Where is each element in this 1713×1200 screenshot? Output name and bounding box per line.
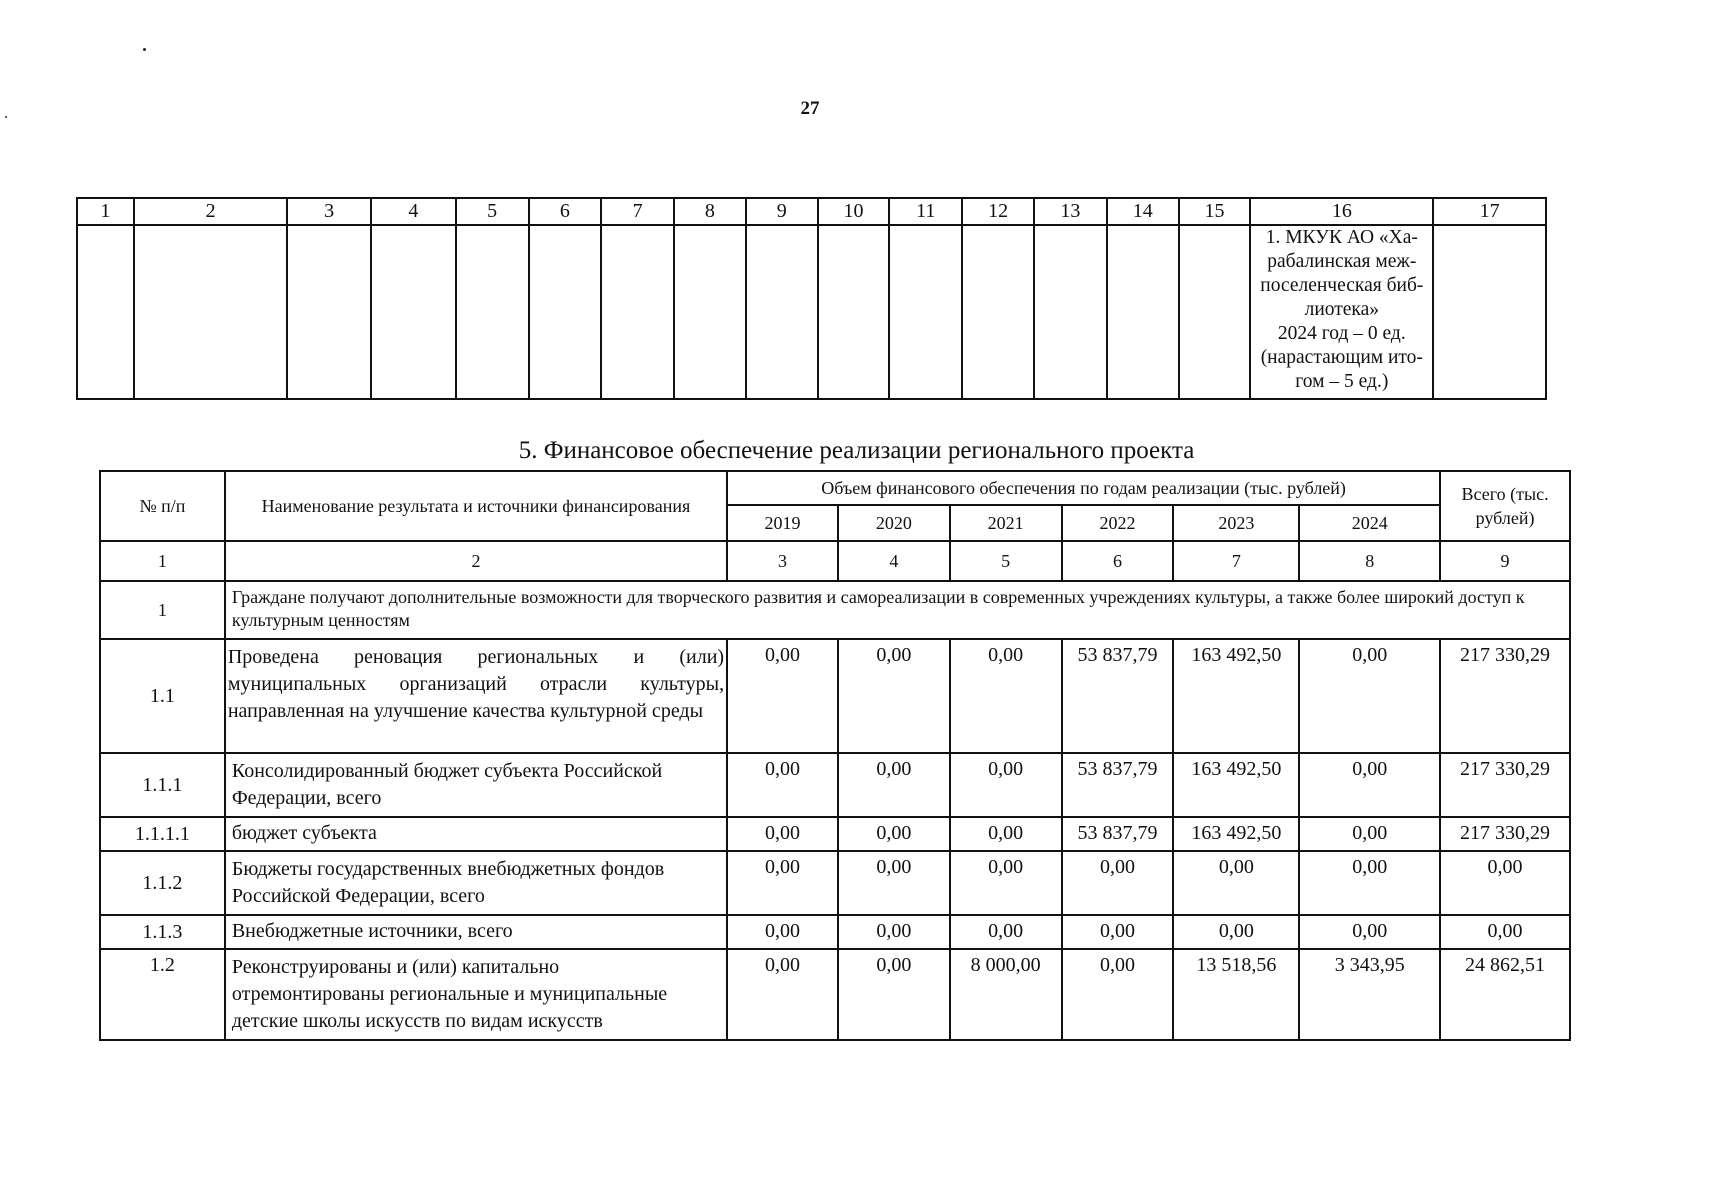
table-row — [100, 851, 1570, 915]
value-cell: 0,00 — [727, 915, 838, 949]
header-total: Всего (тыс. рублей) — [1440, 471, 1570, 541]
goal-row — [100, 581, 1570, 639]
table-row — [100, 639, 1570, 753]
value-cell: 0,00 — [727, 639, 838, 753]
text-line: поселенческая биб- — [1260, 275, 1424, 296]
table-cell — [1107, 225, 1179, 399]
value-cell: 3 343,95 — [1299, 949, 1440, 1040]
index-cell: 5 — [950, 541, 1062, 581]
column-index-row — [100, 541, 1570, 581]
year-cell: 2020 — [838, 505, 950, 541]
header-name: Наименование результата и источники финансирования — [225, 471, 727, 541]
table-cell — [1179, 225, 1251, 399]
total-cell: 217 330,29 — [1440, 753, 1570, 817]
section-title: 5. Финансовое обеспечение реализации регионального проекта — [518, 437, 1195, 464]
value-cell: 0,00 — [950, 915, 1062, 949]
row-name: бюджет субъекта — [225, 817, 727, 851]
value-cell: 0,00 — [950, 851, 1062, 915]
column-number: 17 — [1433, 198, 1546, 225]
value-cell: 0,00 — [1299, 639, 1440, 753]
column-number: 15 — [1179, 198, 1251, 225]
row-name: Консолидированный бюджет субъекта Российской Федерации, всего — [225, 753, 727, 817]
row-id: 1.1.1 — [100, 753, 225, 817]
table-cell — [529, 225, 602, 399]
row-name: Бюджеты государственных внебюджетных фондов Российской Федерации, всего — [225, 851, 727, 915]
value-cell: 163 492,50 — [1173, 639, 1299, 753]
text-line: гом – 5 ед.) — [1295, 371, 1389, 392]
table-cell — [287, 225, 371, 399]
continuation-table — [76, 197, 1547, 400]
value-cell: 0,00 — [1062, 915, 1174, 949]
column-number: 4 — [371, 198, 456, 225]
text-line: рабалинская меж- — [1267, 251, 1417, 272]
table-row — [100, 949, 1570, 1040]
row-id: 1.1 — [100, 639, 225, 753]
continuation-table-header-row — [77, 198, 1546, 225]
index-cell: 3 — [727, 541, 838, 581]
value-cell: 0,00 — [1062, 851, 1174, 915]
value-cell: 0,00 — [1173, 851, 1299, 915]
header-num: № п/п — [100, 471, 225, 541]
row-name: Внебюджетные источники, всего — [225, 915, 727, 949]
value-cell: 8 000,00 — [950, 949, 1062, 1040]
value-cell: 163 492,50 — [1173, 753, 1299, 817]
row-id: 1.1.3 — [100, 915, 225, 949]
column-number: 13 — [1034, 198, 1107, 225]
value-cell: 53 837,79 — [1062, 817, 1174, 851]
index-cell: 4 — [838, 541, 950, 581]
table-cell — [889, 225, 962, 399]
index-cell: 9 — [1440, 541, 1570, 581]
year-cell: 2022 — [1062, 505, 1174, 541]
value-cell: 0,00 — [838, 753, 950, 817]
column-number: 8 — [674, 198, 746, 225]
continuation-table-body-row — [77, 225, 1546, 399]
text-line: 2024 год – 0 ед. — [1277, 323, 1406, 344]
table-cell — [674, 225, 746, 399]
value-cell: 53 837,79 — [1062, 753, 1174, 817]
library-indicator-cell — [1250, 225, 1433, 399]
value-cell: 0,00 — [727, 949, 838, 1040]
goal-id: 1 — [100, 581, 225, 639]
value-cell: 0,00 — [1299, 915, 1440, 949]
index-cell: 2 — [225, 541, 727, 581]
value-cell: 0,00 — [950, 639, 1062, 753]
table-cell — [134, 225, 287, 399]
value-cell: 0,00 — [1062, 949, 1174, 1040]
value-cell: 0,00 — [1299, 817, 1440, 851]
value-cell: 0,00 — [950, 753, 1062, 817]
column-number: 9 — [746, 198, 818, 225]
value-cell: 0,00 — [950, 817, 1062, 851]
table-cell — [1433, 225, 1546, 399]
value-cell: 0,00 — [838, 915, 950, 949]
row-name: Проведена реновация региональных и (или) муниципальных организаций отрасли культуры, направленная на улучшение качества культурной среды — [225, 639, 727, 753]
total-cell: 0,00 — [1440, 915, 1570, 949]
value-cell: 0,00 — [727, 851, 838, 915]
table-cell — [601, 225, 674, 399]
table-row — [100, 817, 1570, 851]
column-number: 16 — [1250, 198, 1433, 225]
value-cell: 53 837,79 — [1062, 639, 1174, 753]
page-number: 27 — [800, 98, 820, 119]
financing-table — [99, 470, 1571, 1041]
column-number: 5 — [456, 198, 529, 225]
column-number: 12 — [962, 198, 1034, 225]
row-name: Реконструированы и (или) капитально отремонтированы региональные и муниципальные детские школы искусств по видам искусств — [225, 949, 727, 1040]
year-cell: 2021 — [950, 505, 1062, 541]
value-cell: 0,00 — [838, 949, 950, 1040]
value-cell: 0,00 — [1299, 851, 1440, 915]
financing-header-row — [100, 471, 1570, 505]
text-line: (нарастающим ито- — [1260, 347, 1423, 368]
column-number: 6 — [529, 198, 602, 225]
text-line: 1. МКУК АО «Ха- — [1265, 227, 1418, 248]
total-cell: 217 330,29 — [1440, 639, 1570, 753]
value-cell: 0,00 — [727, 753, 838, 817]
table-cell — [456, 225, 529, 399]
value-cell: 0,00 — [1173, 915, 1299, 949]
year-cell: 2024 — [1299, 505, 1440, 541]
row-id: 1.1.1.1 — [100, 817, 225, 851]
year-cell: 2023 — [1173, 505, 1299, 541]
table-cell — [371, 225, 456, 399]
value-cell: 0,00 — [1299, 753, 1440, 817]
total-cell: 24 862,51 — [1440, 949, 1570, 1040]
value-cell: 0,00 — [838, 639, 950, 753]
index-cell: 6 — [1062, 541, 1174, 581]
column-number: 10 — [818, 198, 890, 225]
value-cell: 0,00 — [838, 817, 950, 851]
column-number: 14 — [1107, 198, 1179, 225]
index-cell: 8 — [1299, 541, 1440, 581]
value-cell: 13 518,56 — [1173, 949, 1299, 1040]
table-row — [100, 915, 1570, 949]
table-cell — [77, 225, 134, 399]
scan-speck — [143, 48, 146, 51]
table-cell — [962, 225, 1034, 399]
column-number: 11 — [889, 198, 962, 225]
index-cell: 1 — [100, 541, 225, 581]
column-number: 7 — [601, 198, 674, 225]
table-cell — [818, 225, 890, 399]
table-cell — [1034, 225, 1107, 399]
total-cell: 217 330,29 — [1440, 817, 1570, 851]
year-cell: 2019 — [727, 505, 838, 541]
value-cell: 163 492,50 — [1173, 817, 1299, 851]
value-cell: 0,00 — [838, 851, 950, 915]
column-number: 2 — [134, 198, 287, 225]
column-number: 1 — [77, 198, 134, 225]
table-cell — [746, 225, 818, 399]
column-number: 3 — [287, 198, 371, 225]
row-id: 1.2 — [100, 949, 225, 1040]
goal-text: Граждане получают дополнительные возможности для творческого развития и самореализации в современных учреждениях культуры, а также более широкий доступ к культурным ценностям — [225, 581, 1570, 639]
table-row — [100, 753, 1570, 817]
header-volume: Объем финансового обеспечения по годам реализации (тыс. рублей) — [727, 471, 1440, 505]
total-cell: 0,00 — [1440, 851, 1570, 915]
index-cell: 7 — [1173, 541, 1299, 581]
value-cell: 0,00 — [727, 817, 838, 851]
row-id: 1.1.2 — [100, 851, 225, 915]
text-line: лиотека» — [1304, 299, 1380, 320]
